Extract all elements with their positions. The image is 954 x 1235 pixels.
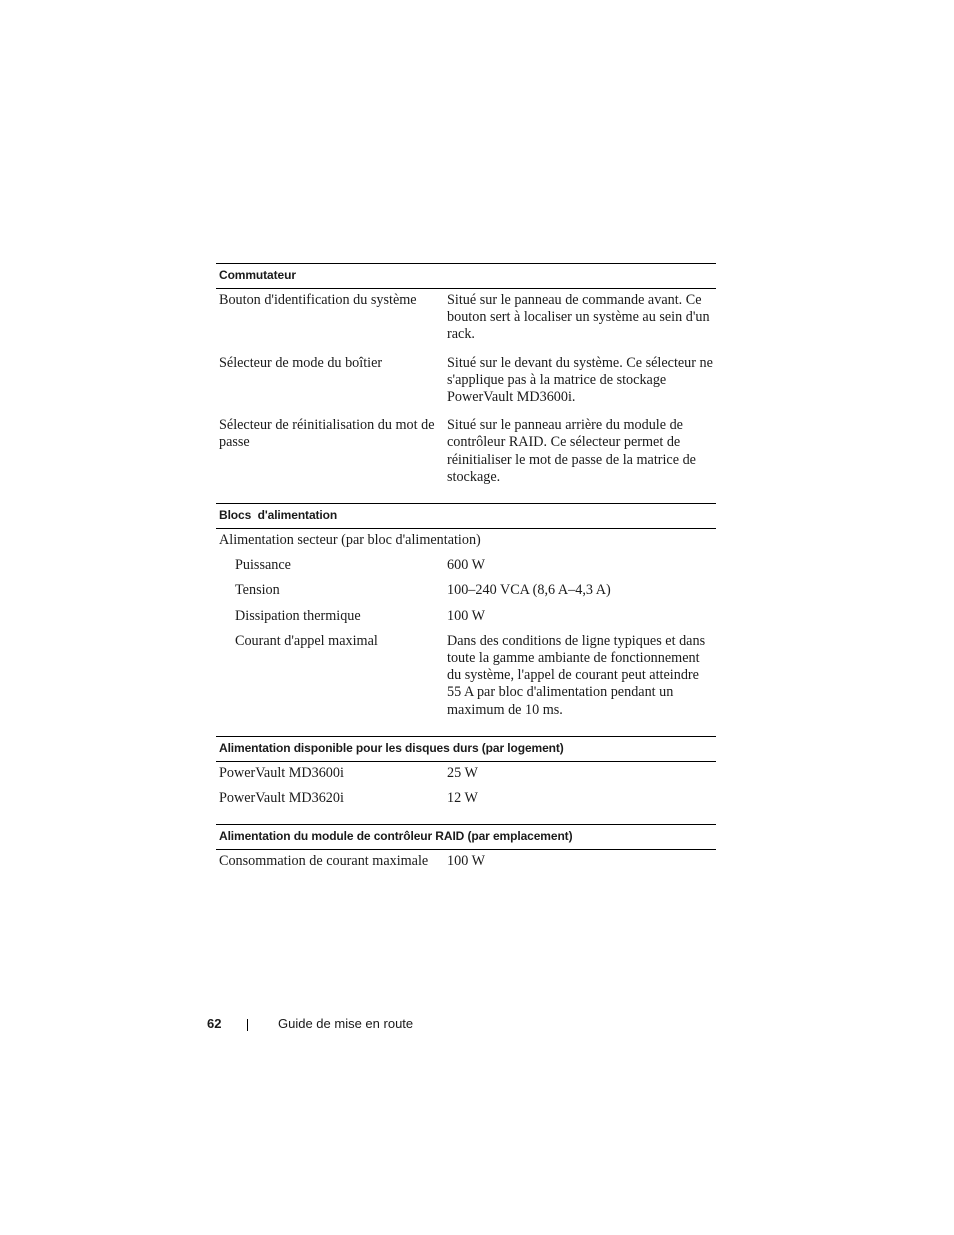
section-title-switches: Commutateur xyxy=(216,264,716,289)
spec-value: 25 W xyxy=(447,764,478,781)
spec-value: Situé sur le devant du système. Ce sélecteur ne s'applique pas à la matrice de stockage PowerVault MD3600i. xyxy=(447,354,713,406)
spec-value: 100 W xyxy=(447,607,485,624)
spec-label: Sélecteur de mode du boîtier xyxy=(219,354,383,371)
page-number: 62 xyxy=(207,1016,222,1031)
spec-label: PowerVault MD3600i xyxy=(219,764,344,781)
spec-value: 600 W xyxy=(447,557,485,574)
spec-row xyxy=(216,554,716,579)
spec-label: Courant d'appel maximal xyxy=(235,632,378,649)
spec-row xyxy=(216,605,716,630)
spec-row xyxy=(216,414,716,503)
spec-row xyxy=(216,787,716,825)
spec-label: Tension xyxy=(235,582,280,599)
spec-row xyxy=(216,289,716,352)
spec-group-row xyxy=(216,529,716,555)
spec-label: Sélecteur de réinitialisation du mot de passe xyxy=(219,417,435,451)
spec-label: PowerVault MD3620i xyxy=(219,790,344,807)
spec-label: Puissance xyxy=(235,557,291,574)
spec-value: Situé sur le panneau arrière du module de contrôleur RAID. Ce sélecteur permet de réinitialiser le mot de passe de la matrice de stockage. xyxy=(447,417,696,485)
spec-row xyxy=(216,352,716,415)
spec-label: Dissipation thermique xyxy=(235,607,361,624)
spec-row xyxy=(216,850,716,876)
spec-value: Dans des conditions de ligne typiques et dans toute la gamme ambiante de fonctionnement du système, l'appel de courant peut atteindre 55 A par bloc d'alimentation pendant un maximum de 10 ms. xyxy=(447,632,706,718)
section-title-power-supplies: Blocs d'alimentation xyxy=(216,504,716,529)
spec-value: 100 W xyxy=(447,853,485,870)
footer-separator xyxy=(247,1019,248,1031)
section-header-row xyxy=(216,736,716,761)
specifications-table xyxy=(216,263,716,875)
spec-value: Situé sur le panneau de commande avant. Ce bouton sert à localiser un système au sein d'un rack. xyxy=(447,292,710,343)
section-header-row xyxy=(216,825,716,850)
spec-row xyxy=(216,630,716,737)
section-header-row xyxy=(216,504,716,529)
spec-group-label: Alimentation secteur (par bloc d'alimentation) xyxy=(219,532,481,549)
spec-value: 12 W xyxy=(447,790,478,807)
spec-row xyxy=(216,761,716,787)
section-header-row xyxy=(216,264,716,289)
spec-row xyxy=(216,579,716,604)
section-title-drive-power: Alimentation disponible pour les disques durs (par logement) xyxy=(216,736,716,761)
spec-label: Consommation de courant maximale xyxy=(219,853,429,870)
spec-label: Bouton d'identification du système xyxy=(219,292,417,308)
section-title-raid-controller-power: Alimentation du module de contrôleur RAID (par emplacement) xyxy=(216,825,716,850)
spec-value: 100–240 VCA (8,6 A–4,3 A) xyxy=(447,582,611,599)
document-title: Guide de mise en route xyxy=(278,1016,414,1031)
